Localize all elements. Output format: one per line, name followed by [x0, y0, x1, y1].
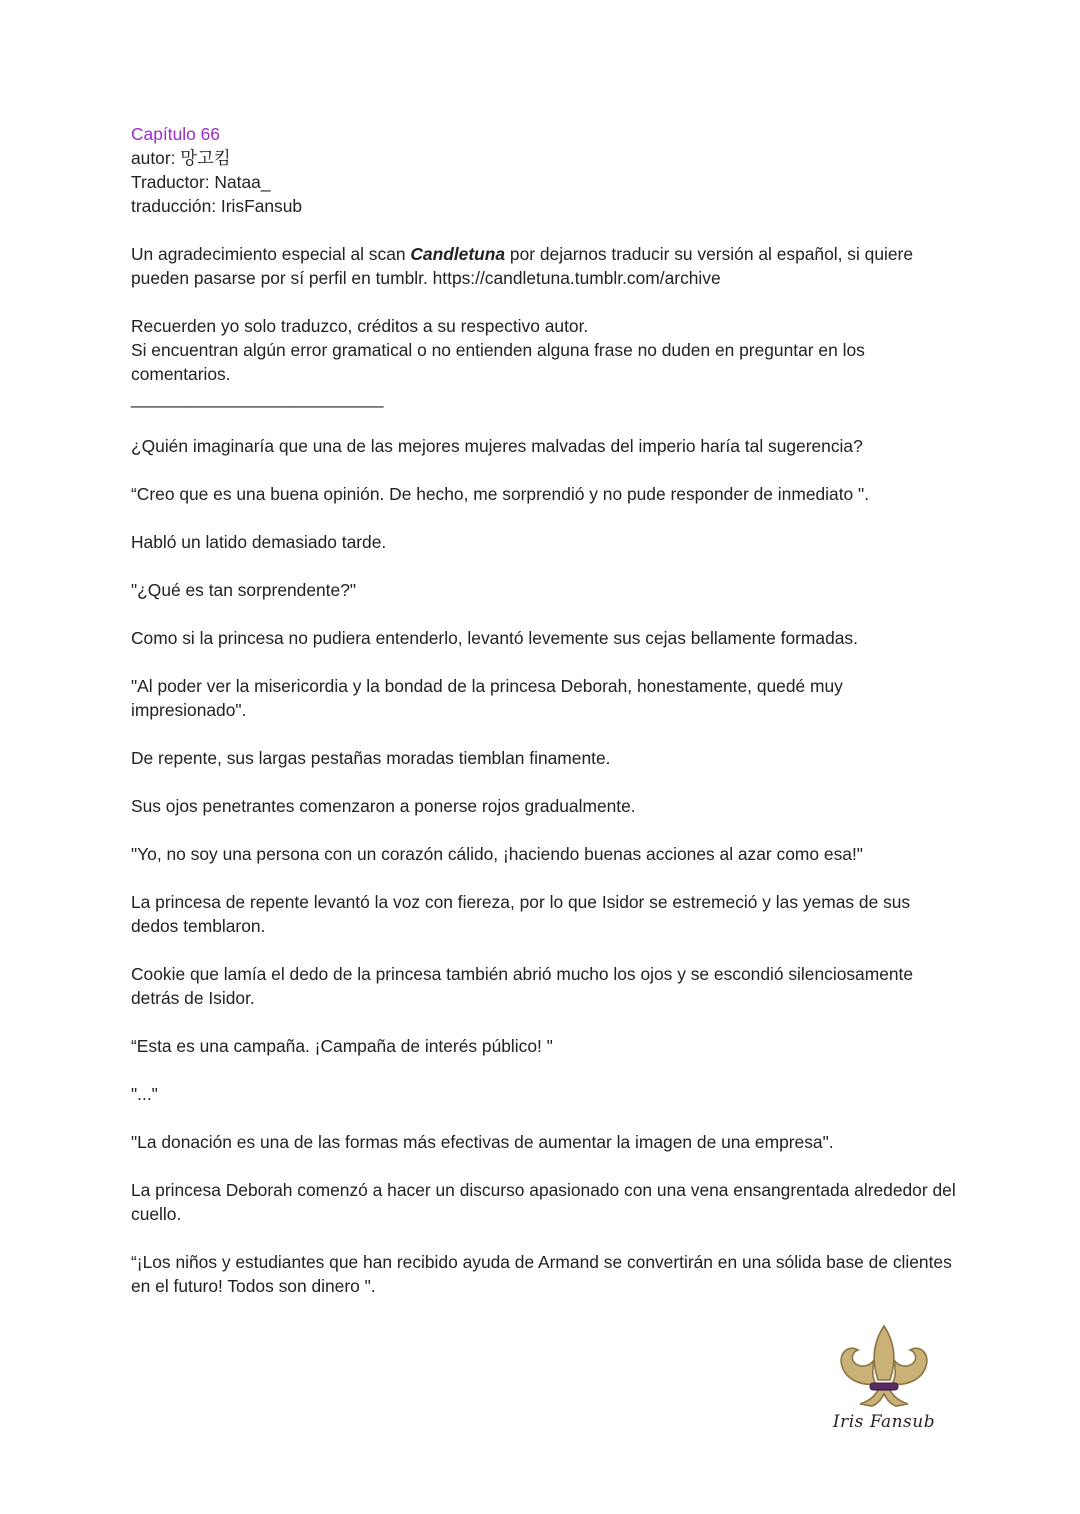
story-paragraph: "¿Qué es tan sorprendente?" [131, 580, 357, 600]
translator-line: Traductor: Nataa_ [131, 172, 271, 192]
scan-name: Candletuna [410, 244, 506, 264]
story-paragraph: ¿Quién imaginaría que una de las mejores mujeres malvadas del imperio haría tal sugerencia? [131, 436, 863, 456]
separator-line: _____________________________ [131, 388, 383, 408]
thanks-prefix: Un agradecimiento especial al scan [131, 244, 411, 264]
story-paragraph: "Al poder ver la misericordia y la bondad de la princesa Deborah, honestamente, quedé muy impresionado". [131, 676, 843, 720]
story-paragraph: La princesa Deborah comenzó a hacer un discurso apasionado con una vena ensangrentada alrededor del cuello. [131, 1180, 956, 1224]
story-paragraph: De repente, sus largas pestañas moradas tiemblan finamente. [131, 748, 611, 768]
story-paragraph: “¡Los niños y estudiantes que han recibido ayuda de Armand se convertirán en una sólida base de clientes en el futuro! Todos son dinero ". [131, 1252, 952, 1296]
logo-text: Iris Fansub [832, 1412, 936, 1432]
document-body [131, 122, 961, 1322]
story-paragraph: La princesa de repente levantó la voz con fiereza, por lo que Isidor se estremeció y las yemas de sus dedos temblaron. [131, 892, 911, 936]
translation-line: traducción: IrisFansub [131, 196, 303, 216]
thanks-suffix: por dejarnos traducir su versión al español, si quiere pueden pasarse por sí perfil en tumblr. https://candletuna.tumblr.com/archive [131, 244, 914, 288]
notes-line-1: Recuerden yo solo traduzco, créditos a su respectivo autor. [131, 316, 589, 336]
fleur-de-lis-icon [832, 1322, 936, 1410]
thanks-paragraph [131, 242, 961, 290]
story-paragraph: Como si la princesa no pudiera entenderlo, levantó levemente sus cejas bellamente formadas. [131, 628, 858, 648]
spacer [131, 218, 961, 242]
story-paragraph: “Creo que es una buena opinión. De hecho, me sorprendió y no pude responder de inmediato ". [131, 484, 870, 504]
story-paragraph: "Yo, no soy una persona con un corazón cálido, ¡haciendo buenas acciones al azar como esa!" [131, 844, 863, 864]
chapter-title: Capítulo 66 [131, 124, 220, 144]
story-paragraph: Sus ojos penetrantes comenzaron a ponerse rojos gradualmente. [131, 796, 636, 816]
story-paragraph: “Esta es una campaña. ¡Campaña de interés público! " [131, 1036, 553, 1056]
iris-fansub-logo [832, 1322, 936, 1440]
story-paragraph: "La donación es una de las formas más efectivas de aumentar la imagen de una empresa". [131, 1132, 834, 1152]
story-paragraph: Cookie que lamía el dedo de la princesa también abrió mucho los ojos y se escondió silenciosamente detrás de Isidor. [131, 964, 914, 1008]
story-paragraph: "..." [131, 1084, 158, 1104]
author-line: autor: 망고킴 [131, 148, 231, 168]
story-paragraph: Habló un latido demasiado tarde. [131, 532, 387, 552]
notes-line-2: Si encuentran algún error gramatical o no entienden alguna frase no duden en preguntar en los comentarios. [131, 340, 870, 384]
